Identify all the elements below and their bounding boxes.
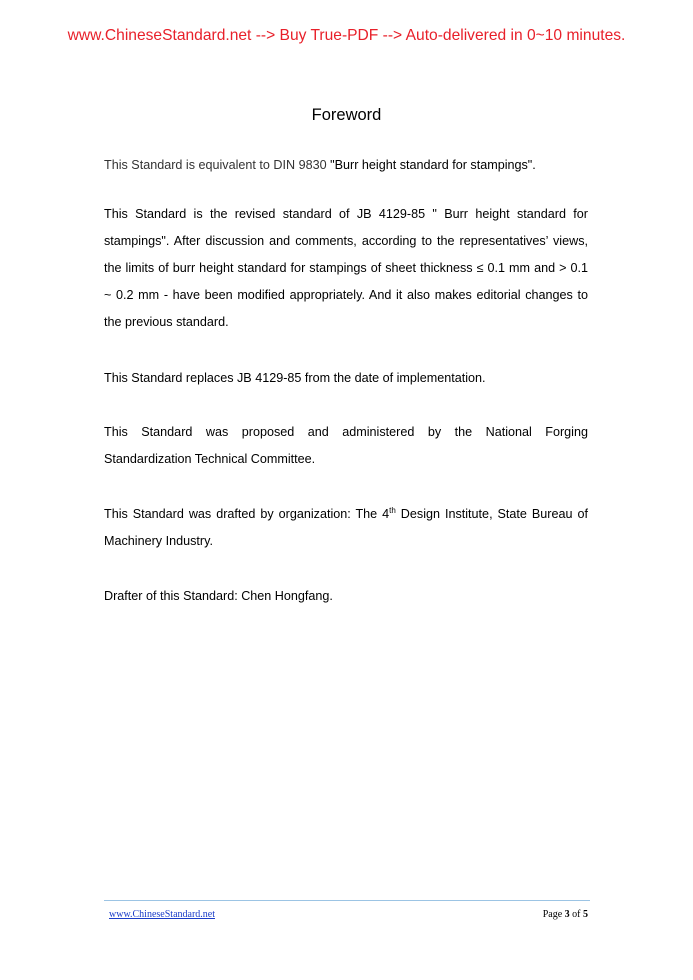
page-title: Foreword — [311, 106, 382, 124]
page-of: of — [569, 909, 583, 920]
page-current: 3 — [564, 909, 570, 920]
drafting-text-start: This Standard was drafted by organization: The 4 — [104, 507, 390, 521]
drafting-text-end: Design Institute, State Bureau of Machinery Industry. — [104, 507, 588, 548]
footer-website-link[interactable]: www.ChineseStandard.net — [109, 909, 215, 920]
footer-divider — [104, 900, 590, 901]
paragraph-equivalence — [104, 152, 588, 179]
page-total: 5 — [583, 909, 588, 920]
paragraph-drafting-organization — [104, 501, 588, 555]
page-number — [543, 909, 588, 920]
paragraph-revision: This Standard is the revised standard of JB 4129-85 " Burr height standard for stampings". After discussion and comments, according to the representatives’ views, the limits of burr height standard for stampings of sheet thickness ≤ 0.1 mm and > 0.1 ~ 0.2 mm - have been modified appropriately. And it also makes editorial changes to the previous standard. — [104, 207, 588, 329]
paragraph-equivalence-title: "Burr height standard for stampings". — [330, 158, 536, 172]
ordinal-suffix: th — [389, 505, 396, 515]
paragraph-drafter: Drafter of this Standard: Chen Hongfang. — [104, 589, 333, 603]
paragraph-replacement: This Standard replaces JB 4129-85 from the date of implementation. — [104, 371, 486, 385]
paragraph-administration: This Standard was proposed and administered by the National Forging Standardization Technical Committee. — [104, 425, 588, 466]
paragraph-equivalence-text: This Standard is equivalent to DIN 9830 — [104, 158, 331, 172]
page-label: Page — [542, 909, 565, 920]
purchase-banner[interactable]: www.ChineseStandard.net --> Buy True-PDF --> Auto-delivered in 0~10 minutes. — [67, 27, 626, 44]
